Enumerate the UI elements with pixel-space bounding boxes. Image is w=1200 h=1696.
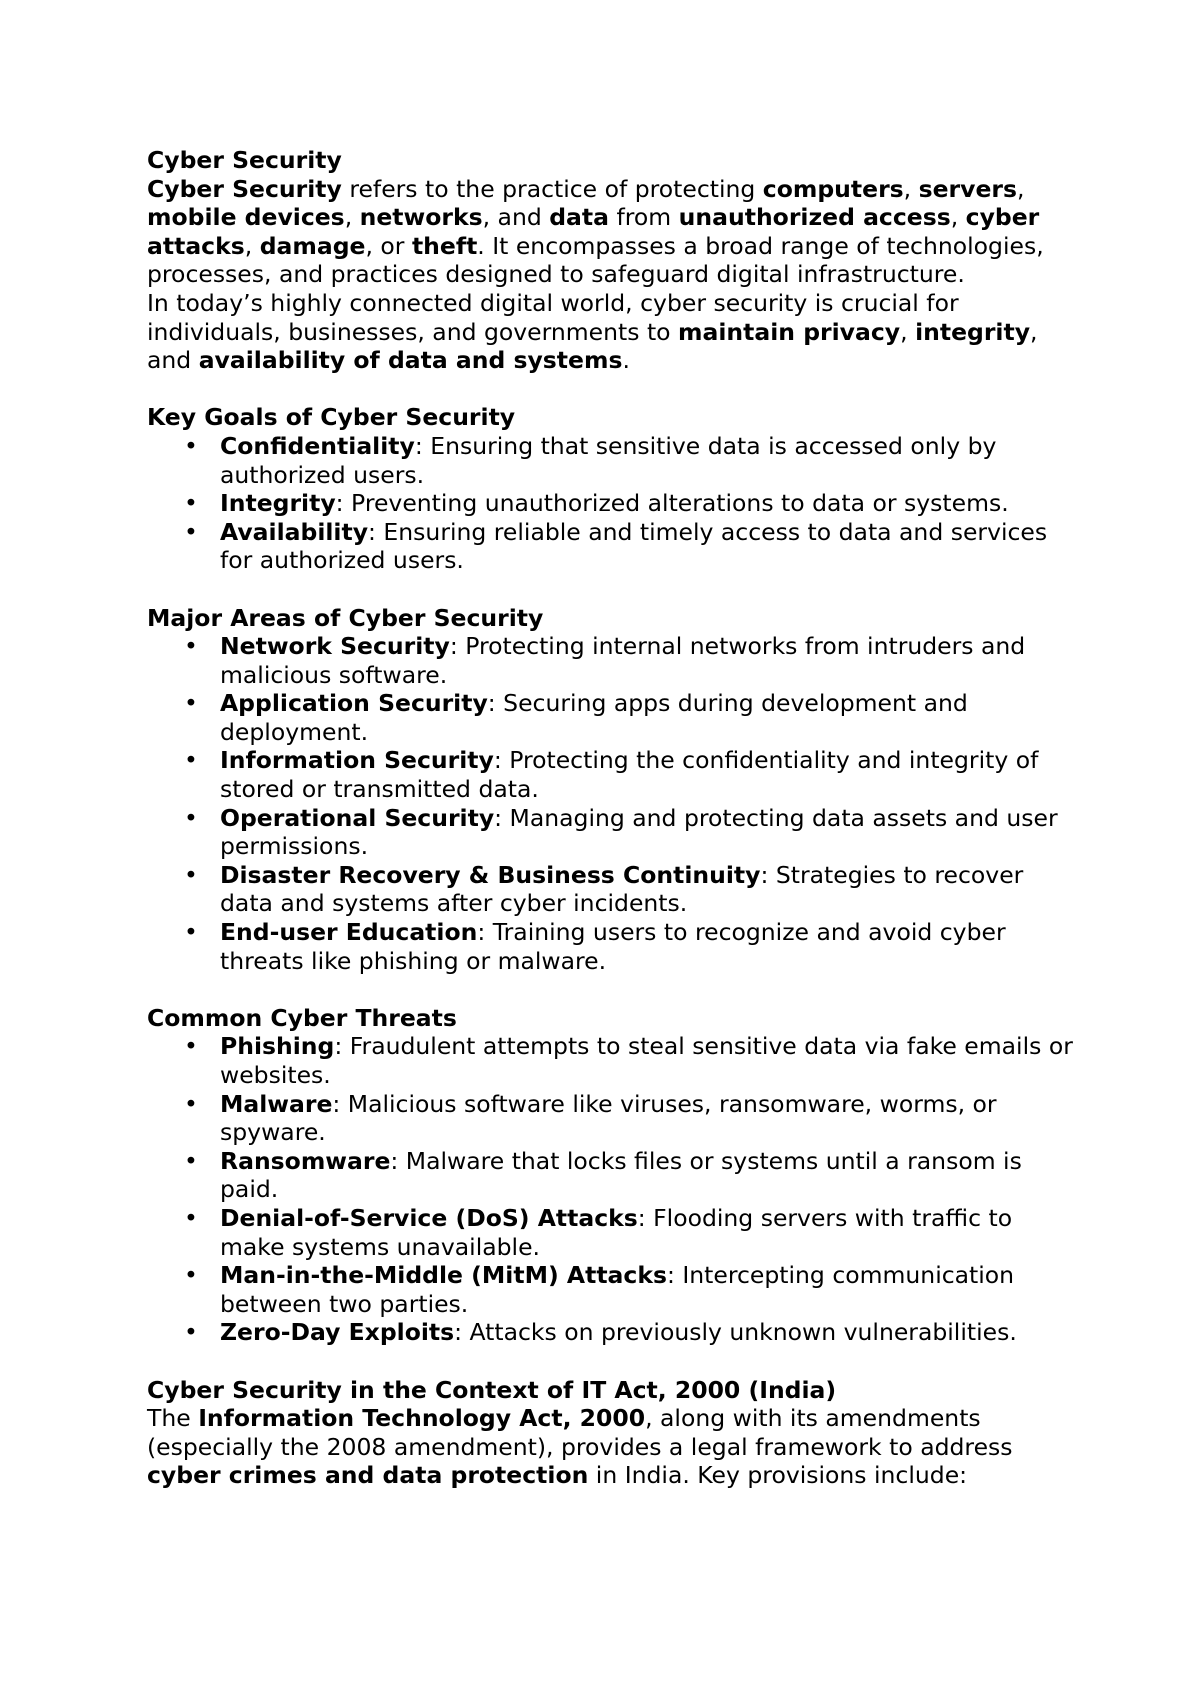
list-item-term: Integrity	[220, 489, 336, 518]
list-item-text: : Managing and protecting data assets and user permissions.	[220, 803, 1058, 861]
text-run: servers	[918, 174, 1017, 203]
text-run: ,	[344, 203, 360, 232]
list-item	[147, 1204, 1077, 1261]
spacer	[147, 975, 1077, 1004]
text-run: , and	[482, 203, 550, 232]
list-item-term: Malware	[220, 1089, 333, 1118]
text-run: theft	[411, 231, 478, 260]
major-areas-list	[147, 632, 1077, 975]
text-run: in India. Key provisions include:	[588, 1461, 968, 1490]
text-run: ,	[903, 174, 919, 203]
spacer	[147, 575, 1077, 604]
text-run: ,	[950, 203, 966, 232]
list-item-term: End-user Education	[220, 918, 478, 947]
text-run: , or	[365, 231, 412, 260]
list-item	[147, 1032, 1077, 1089]
list-item-text: : Malicious software like viruses, ransomware, worms, or spyware.	[220, 1089, 997, 1147]
list-item-text: : Ensuring that sensitive data is accessed only by authorized users.	[220, 431, 997, 489]
list-item	[147, 632, 1077, 689]
list-item-term: Confidentiality	[220, 431, 415, 460]
intro-paragraph-2	[147, 289, 1077, 375]
list-item-text: : Intercepting communication between two parties.	[220, 1261, 1015, 1318]
list-item-text: : Protecting the confidentiality and integrity of stored or transmitted data.	[220, 746, 1039, 804]
list-item	[147, 1090, 1077, 1147]
section-heading-it-act: Cyber Security in the Context of IT Act, 2000 (India)	[147, 1375, 837, 1404]
text-run: ,	[1016, 174, 1025, 203]
text-run: cyber attacks	[147, 203, 1040, 260]
text-run: mobile devices	[147, 203, 345, 232]
list-item-term: Man-in-the-Middle (MitM) Attacks	[220, 1261, 667, 1290]
document-page	[147, 146, 1077, 1490]
list-item-text: : Malware that locks files or systems until a ransom is paid.	[220, 1146, 1022, 1204]
text-run: , and	[147, 317, 1038, 375]
list-item	[147, 489, 1077, 518]
list-item-term: Availability	[220, 517, 369, 546]
spacer	[147, 375, 1077, 404]
list-item-term: Operational Security	[220, 803, 495, 832]
text-run: The	[147, 1404, 199, 1433]
text-run: Cyber Security	[147, 174, 342, 203]
list-item-term: Zero-Day Exploits	[220, 1318, 455, 1347]
intro-paragraph-1	[147, 175, 1077, 289]
text-run: data	[549, 203, 610, 232]
list-item	[147, 689, 1077, 746]
list-item-term: Application Security	[220, 689, 488, 718]
list-item-text: : Training users to recognize and avoid cyber threats like phishing or malware.	[220, 918, 1006, 975]
list-item-term: Disaster Recovery & Business Continuity	[220, 860, 761, 889]
text-run: . It encompasses a broad range of technologies, processes, and practices designed to safeguard digital infrastructure.	[147, 231, 1044, 289]
list-item	[147, 1261, 1077, 1318]
list-item-text: : Flooding servers with traffic to make systems unavailable.	[220, 1203, 1013, 1261]
list-item-text: : Preventing unauthorized alterations to data or systems.	[335, 489, 1009, 518]
text-run: damage	[259, 231, 366, 260]
list-item-text: : Fraudulent attempts to steal sensitive data via fake emails or websites.	[220, 1032, 1073, 1089]
list-item-term: Information Security	[220, 746, 494, 775]
list-item	[147, 918, 1077, 975]
list-item	[147, 1318, 1077, 1347]
text-run: .	[622, 346, 630, 375]
text-run: from	[609, 203, 679, 232]
list-item-text: : Attacks on previously unknown vulnerabilities.	[454, 1318, 1017, 1347]
text-run: , along with its amendments (especially the 2008 amendment), provides a legal framework to address	[147, 1404, 1013, 1461]
list-item-text: : Strategies to recover data and systems after cyber incidents.	[220, 860, 1024, 918]
list-item-text: : Protecting internal networks from intruders and malicious software.	[220, 632, 1026, 689]
list-item	[147, 432, 1077, 489]
spacer	[147, 1347, 1077, 1376]
document-title: Cyber Security	[147, 146, 342, 174]
key-goals-list	[147, 432, 1077, 575]
text-run: ,	[900, 317, 916, 346]
text-run: networks	[359, 203, 483, 232]
section-heading-key-goals: Key Goals of Cyber Security	[147, 403, 516, 432]
text-run: integrity	[915, 317, 1031, 346]
list-item	[147, 1147, 1077, 1204]
text-run: maintain privacy	[678, 317, 901, 346]
section-heading-major-areas: Major Areas of Cyber Security	[147, 603, 544, 632]
text-run: In today’s highly connected digital world, cyber security is crucial for individuals, businesses, and governments to	[147, 288, 959, 346]
text-run: cyber crimes and data protection	[147, 1461, 589, 1490]
list-item-term: Network Security	[220, 632, 450, 661]
text-run: ,	[244, 231, 260, 260]
text-run: computers	[762, 174, 904, 203]
it-act-paragraph	[147, 1404, 1077, 1490]
list-item	[147, 861, 1077, 918]
list-item-term: Denial-of-Service (DoS) Attacks	[220, 1203, 638, 1232]
list-item	[147, 518, 1077, 575]
list-item-term: Phishing	[220, 1032, 335, 1061]
text-run: refers to the practice of protecting	[349, 174, 763, 203]
list-item	[147, 804, 1077, 861]
list-item-text: : Ensuring reliable and timely access to data and services for authorized users.	[220, 517, 1048, 575]
text-run: Information Technology Act, 2000	[198, 1404, 646, 1433]
list-item	[147, 746, 1077, 803]
common-threats-list	[147, 1032, 1077, 1347]
list-item-text: : Securing apps during development and deployment.	[220, 689, 968, 746]
text-run: unauthorized access	[678, 203, 951, 232]
text-run: availability of data and systems	[198, 346, 623, 375]
section-heading-common-threats: Common Cyber Threats	[147, 1003, 457, 1032]
list-item-term: Ransomware	[220, 1146, 391, 1175]
